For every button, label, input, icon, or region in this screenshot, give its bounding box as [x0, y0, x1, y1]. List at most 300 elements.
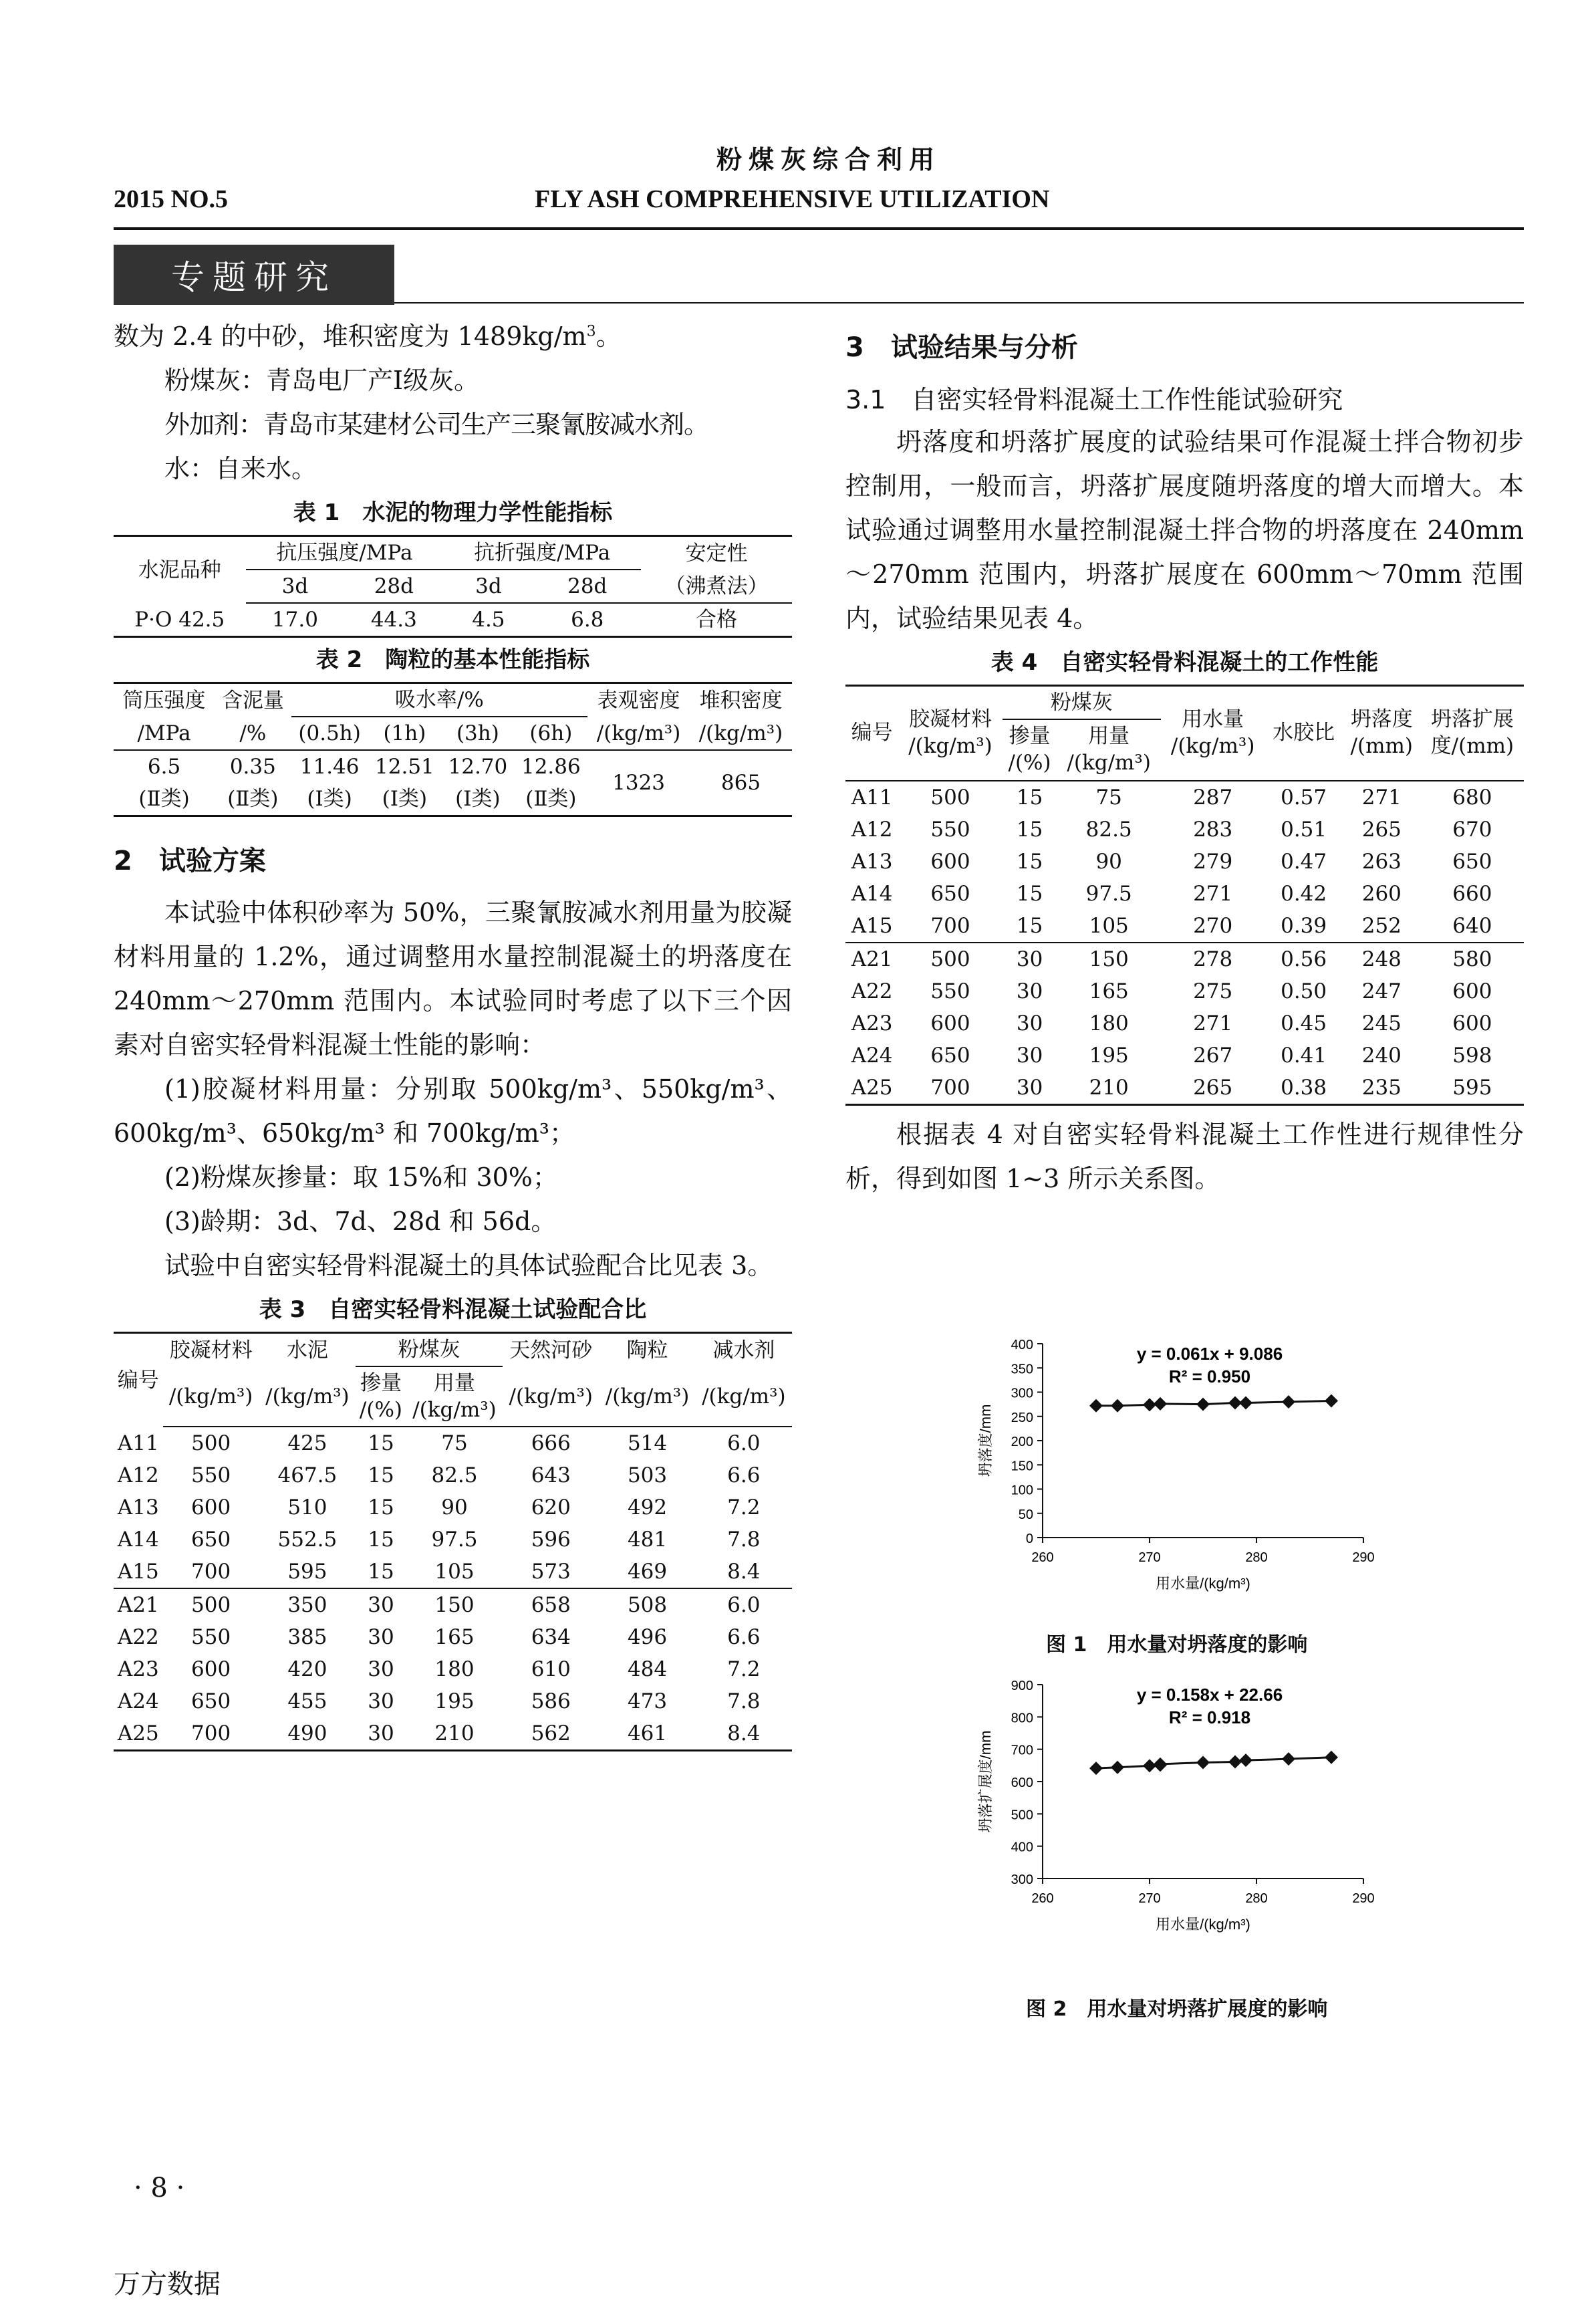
table-cell: (Ⅱ类)	[138, 787, 190, 811]
table-cell: 510	[287, 1495, 327, 1520]
table-cell: A13	[117, 1495, 159, 1520]
table-cell: A12	[851, 818, 893, 842]
th	[1421, 686, 1524, 779]
th-comp: 抗压强度/MPa	[246, 536, 444, 570]
table-cell: 283	[1193, 818, 1233, 842]
table-cell: 11.46	[299, 755, 360, 779]
table-row	[114, 750, 792, 783]
th-text: 坍落度	[1350, 707, 1413, 731]
table-cell: 595	[287, 1560, 327, 1584]
table-cell: 97.5	[1085, 882, 1132, 906]
table2	[114, 682, 792, 817]
table-cell: A22	[117, 1625, 159, 1649]
th: (1h)	[368, 717, 441, 750]
r-squared: R² = 0.918	[1168, 1707, 1251, 1727]
table-cell: 0.42	[1281, 882, 1327, 906]
section-tag: 专题研究	[114, 245, 394, 305]
paragraph: (2)粉煤灰掺量：取 15%和 30%；	[164, 1163, 558, 1192]
table-cell: 0.47	[1281, 850, 1327, 874]
figure-2-svg	[962, 1671, 1417, 1952]
table-cell: 700	[191, 1560, 231, 1584]
table-cell: 7.2	[727, 1495, 761, 1520]
table-cell: 550	[191, 1625, 231, 1649]
table-cell: 97.5	[431, 1528, 478, 1552]
table-row	[845, 975, 1524, 1007]
table-cell: 484	[627, 1657, 668, 1681]
table-cell: 700	[191, 1721, 231, 1745]
table-cell: 6.6	[727, 1463, 761, 1487]
th	[356, 1366, 406, 1427]
table-row	[114, 1459, 792, 1491]
th: /(kg/m³)	[259, 1366, 356, 1427]
th: 堆积密度	[699, 688, 783, 713]
data-point	[1228, 1755, 1242, 1769]
th-sound: 安定性	[685, 541, 748, 566]
table-cell: A14	[851, 882, 893, 906]
th: 含泥量	[221, 688, 284, 713]
table1-caption: 表 1 水泥的物理力学性能指标	[293, 499, 613, 526]
table-cell: 6.5	[147, 755, 181, 779]
x-tick-label: 270	[1138, 1891, 1161, 1906]
table-cell: 0.38	[1281, 1076, 1327, 1100]
table-cell: A15	[851, 914, 893, 938]
table-cell: 580	[1421, 943, 1524, 975]
table-cell: 248	[1343, 943, 1421, 975]
data-point	[1154, 1397, 1167, 1411]
table-row	[845, 943, 1524, 975]
table-cell: 271	[1193, 882, 1233, 906]
table-cell: 271	[1193, 1011, 1233, 1036]
table-cell: 600	[191, 1495, 231, 1520]
table-cell: 0.57	[1281, 785, 1327, 810]
th: 编号	[117, 1368, 159, 1392]
table-cell: A25	[117, 1721, 159, 1745]
y-tick-label: 700	[1011, 1743, 1033, 1758]
journal-title-en: FLY ASH COMPREHENSIVE UTILIZATION	[535, 185, 1050, 213]
table-cell: 650	[930, 1044, 970, 1068]
table-row	[114, 1491, 792, 1524]
table-cell: A21	[845, 943, 898, 975]
table-cell: 17.0	[271, 608, 318, 632]
table-row	[114, 1556, 792, 1588]
th-flex: 抗折强度/MPa	[443, 536, 641, 570]
table-cell: 235	[1361, 1076, 1402, 1100]
table-cell: 500	[163, 1588, 259, 1621]
table-cell: 643	[531, 1463, 571, 1487]
table-cell: 合格	[696, 608, 738, 632]
th: /(kg/m³)	[163, 1366, 259, 1427]
th: 陶粒	[626, 1338, 668, 1362]
table-cell: 8.4	[727, 1560, 761, 1584]
table-cell: 865	[720, 771, 761, 795]
table-cell: 650	[191, 1528, 231, 1552]
table-cell: 0.51	[1281, 818, 1327, 842]
table-cell: 30	[1016, 1011, 1043, 1036]
table3	[114, 1332, 792, 1751]
y-tick-label: 500	[1011, 1808, 1033, 1823]
table2-caption: 表 2 陶粒的基本性能指标	[315, 646, 590, 673]
table-cell: 12.86	[521, 755, 581, 779]
y-tick-label: 50	[1018, 1507, 1033, 1522]
data-point	[1325, 1395, 1338, 1408]
table-cell: 0.39	[1281, 914, 1327, 938]
data-point	[1154, 1758, 1167, 1771]
table-cell: 6.0	[696, 1588, 792, 1621]
paragraph: 粉煤灰：青岛电厂产Ⅰ级灰。	[164, 366, 480, 395]
footer-source: 万方数据	[114, 2269, 221, 2300]
table-cell: 600	[930, 850, 970, 874]
x-tick-label: 260	[1031, 1550, 1054, 1565]
table-cell: 275	[1193, 979, 1233, 1003]
table3-body	[114, 1427, 792, 1751]
table-cell: 500	[930, 785, 970, 810]
data-point	[1089, 1399, 1103, 1413]
section-3-title: 3 试验结果与分析	[845, 332, 1078, 363]
table-cell: 30	[368, 1657, 394, 1681]
table-cell: A22	[851, 979, 893, 1003]
table-row	[845, 910, 1524, 943]
table-cell: 90	[441, 1495, 468, 1520]
table-cell: 473	[627, 1689, 668, 1713]
th	[1003, 719, 1057, 779]
table-row	[114, 1717, 792, 1751]
table-cell: 620	[531, 1495, 571, 1520]
table-row	[114, 1685, 792, 1717]
paragraph: 试验中自密实轻骨料混凝土的具体试验配合比见表 3。	[164, 1251, 773, 1280]
th: 编号	[851, 721, 893, 745]
th	[1161, 686, 1265, 779]
table-cell: 240	[1361, 1044, 1402, 1068]
x-tick-label: 280	[1245, 1550, 1268, 1565]
figure-2-caption: 图 2 用水量对坍落扩展度的影响	[1026, 1997, 1328, 2021]
th: (3h)	[441, 717, 514, 750]
data-point	[1111, 1399, 1124, 1413]
table-cell: (Ⅰ类)	[307, 787, 352, 811]
th-unit: /(mm)	[1350, 734, 1414, 758]
x-tick-label: 290	[1352, 1550, 1375, 1565]
th-sound-method: （沸煮法）	[641, 570, 792, 603]
table-cell: 508	[599, 1588, 695, 1621]
table-cell: 562	[531, 1721, 571, 1745]
table-cell: 0.50	[1281, 979, 1327, 1003]
table-cell: 30	[356, 1588, 406, 1621]
r-squared: R² = 0.950	[1168, 1366, 1251, 1386]
table-cell: A24	[851, 1044, 893, 1068]
th: 胶凝材料	[169, 1338, 253, 1362]
data-point	[1196, 1398, 1210, 1411]
data-point	[1089, 1762, 1103, 1775]
table-cell: 165	[434, 1625, 475, 1649]
table-cell: 700	[930, 1076, 970, 1100]
table-row	[114, 603, 792, 637]
x-tick-label: 270	[1138, 1550, 1161, 1565]
table-cell: 600	[1452, 979, 1492, 1003]
trend-equation: y = 0.061x + 9.086	[1136, 1344, 1283, 1364]
y-tick-label: 900	[1011, 1679, 1033, 1693]
table-row	[114, 1621, 792, 1653]
table-cell: 195	[434, 1689, 475, 1713]
y-tick-label: 150	[1011, 1459, 1033, 1474]
th-text: 坍落扩展	[1430, 707, 1514, 731]
table-row	[845, 846, 1524, 878]
table-row	[845, 1040, 1524, 1072]
table-cell: 180	[1089, 1011, 1129, 1036]
table-cell: 15	[1016, 850, 1043, 874]
table-cell: 455	[287, 1689, 327, 1713]
figure-1-svg	[962, 1330, 1417, 1611]
paragraph: 外加剂：青岛市某建材公司生产三聚氰胺减水剂。	[164, 410, 709, 439]
table-cell: 30	[368, 1625, 394, 1649]
table-cell: (Ⅰ类)	[455, 787, 501, 811]
table1	[114, 535, 792, 638]
th: /(kg/m³)	[587, 717, 690, 750]
table-cell: A25	[851, 1076, 893, 1100]
y-axis-label: 坍落扩展度/mm	[977, 1730, 994, 1833]
th: /(kg/m³)	[696, 1366, 792, 1427]
table-row	[114, 1653, 792, 1685]
y-tick-label: 300	[1011, 1386, 1033, 1401]
table4-body	[845, 781, 1524, 1105]
header-rule	[114, 227, 1524, 230]
table-row	[114, 1588, 792, 1621]
table-cell: 680	[1452, 785, 1492, 810]
th-cement-type: 水泥品种	[138, 558, 221, 582]
table-cell: 496	[627, 1625, 668, 1649]
table-cell: 30	[368, 1721, 394, 1745]
th-text: 胶凝材料	[908, 707, 992, 731]
table-cell: (Ⅰ类)	[382, 787, 428, 811]
paragraph: (1)胶凝材料用量：分别取 500kg/m³、550kg/m³、600kg/m³、650kg/m³ 和 700kg/m³；	[114, 1074, 792, 1148]
table-cell: A23	[851, 1011, 893, 1036]
table-row	[845, 781, 1524, 814]
y-tick-label: 0	[1025, 1532, 1033, 1546]
table-cell: 0.41	[1281, 1044, 1327, 1068]
table-cell: 15	[1016, 818, 1043, 842]
th: /%	[215, 717, 291, 750]
table-cell: 596	[531, 1528, 571, 1552]
th-text: 用量	[1088, 724, 1130, 748]
table-cell: 15	[368, 1463, 394, 1487]
th-text: 掺量	[360, 1371, 402, 1395]
table-cell: 7.8	[727, 1528, 761, 1552]
table-row	[114, 1427, 792, 1459]
th: 表观密度	[597, 688, 680, 713]
table-cell: 75	[1095, 785, 1122, 810]
table-cell: 552.5	[277, 1528, 338, 1552]
x-tick-label: 280	[1245, 1891, 1268, 1906]
th-3d: 3d	[246, 570, 345, 603]
y-tick-label: 200	[1011, 1435, 1033, 1449]
table-cell: 15	[1016, 785, 1043, 810]
th-unit: /(kg/m³)	[1067, 751, 1151, 775]
table-cell: 420	[287, 1657, 327, 1681]
table-cell: 6.8	[571, 608, 604, 632]
x-tick-label: 260	[1031, 1891, 1054, 1906]
table-cell: 271	[1361, 785, 1402, 810]
table-cell: 700	[930, 914, 970, 938]
x-tick-label: 290	[1352, 1891, 1375, 1906]
table-cell: 270	[1193, 914, 1233, 938]
x-axis-label: 用水量/(kg/m³)	[1156, 1575, 1250, 1592]
table-cell: 610	[531, 1657, 571, 1681]
x-axis-label: 用水量/(kg/m³)	[1156, 1916, 1250, 1933]
paragraph: 水：自来水。	[164, 454, 317, 483]
table-cell: 550	[191, 1463, 231, 1487]
table-cell: 469	[627, 1560, 668, 1584]
th	[898, 686, 1002, 779]
table-cell: 550	[930, 818, 970, 842]
y-tick-label: 400	[1011, 1338, 1033, 1352]
table-cell: 75	[441, 1431, 468, 1455]
table-cell: 425	[287, 1431, 327, 1455]
section-2-title: 2 试验方案	[114, 846, 266, 876]
figure-1-chart	[962, 1330, 1417, 1611]
th-text: 掺量	[1009, 724, 1051, 748]
table-cell: 634	[531, 1625, 571, 1649]
data-point	[1196, 1755, 1210, 1769]
table4-caption: 表 4 自密实轻骨料混凝土的工作性能	[990, 649, 1379, 676]
table-cell: A23	[117, 1657, 159, 1681]
y-axis-label: 坍落度/mm	[977, 1404, 994, 1477]
paragraph: 根据表 4 对自密实轻骨料混凝土工作性进行规律性分析，得到如图 1~3 所示关系图。	[845, 1120, 1524, 1193]
th-text: 用水量	[1182, 707, 1244, 731]
figure-2-chart	[962, 1671, 1417, 1952]
th: /(kg/m³)	[503, 1366, 599, 1427]
table-cell: 252	[1361, 914, 1402, 938]
table-cell: 600	[191, 1657, 231, 1681]
table-cell: 490	[287, 1721, 327, 1745]
table-cell: 514	[627, 1431, 668, 1455]
table-cell: 600	[930, 1011, 970, 1036]
data-point	[1282, 1752, 1295, 1766]
table-cell: 492	[627, 1495, 668, 1520]
table-cell: 8.4	[727, 1721, 761, 1745]
table-cell: 260	[1361, 882, 1402, 906]
data-point	[1282, 1395, 1295, 1409]
y-tick-label: 350	[1011, 1362, 1033, 1377]
y-tick-label: 100	[1011, 1483, 1033, 1498]
th: 筒压强度	[122, 688, 206, 713]
table-cell: 503	[627, 1463, 668, 1487]
table-cell: A11	[851, 785, 893, 810]
table-cell: 6.0	[727, 1431, 761, 1455]
table-row	[114, 1524, 792, 1556]
data-point	[1143, 1398, 1156, 1411]
right-column	[845, 314, 1524, 1201]
data-point	[1111, 1761, 1124, 1774]
data-point	[1239, 1753, 1252, 1767]
th: 天然河砂	[509, 1338, 593, 1362]
table-cell: 30	[1016, 1044, 1043, 1068]
table-row	[845, 1007, 1524, 1040]
th: /(kg/m³)	[599, 1366, 695, 1427]
th-unit: 度/(mm)	[1430, 734, 1514, 758]
table-cell: 30	[1016, 1076, 1043, 1100]
table-cell: 15	[368, 1431, 394, 1455]
table-cell: 15	[368, 1560, 394, 1584]
table-cell: 165	[1089, 979, 1129, 1003]
th: (0.5h)	[291, 717, 368, 750]
left-column	[114, 314, 792, 1751]
table-cell: 670	[1452, 818, 1492, 842]
table-cell: 550	[930, 979, 970, 1003]
table-cell: 0.56	[1265, 943, 1342, 975]
table-cell: 105	[434, 1560, 475, 1584]
table-cell: 30	[368, 1689, 394, 1713]
table-cell: 150	[1057, 943, 1160, 975]
table-cell: 265	[1193, 1076, 1233, 1100]
table-cell: 600	[1452, 1011, 1492, 1036]
table-cell: A14	[117, 1528, 159, 1552]
year-issue: 2015 NO.5	[114, 185, 228, 213]
th-unit: /(%)	[359, 1398, 402, 1422]
table-cell: 30	[1003, 943, 1057, 975]
data-point	[1239, 1396, 1252, 1409]
y-tick-label: 300	[1011, 1872, 1033, 1887]
table-cell: 15	[1016, 882, 1043, 906]
series-line	[1096, 1758, 1331, 1768]
table-cell: 500	[898, 943, 1002, 975]
section-3-1-title: 3.1 自密实轻骨料混凝土工作性能试验研究	[845, 385, 1343, 414]
table-cell: 180	[434, 1657, 475, 1681]
table-cell: 12.70	[448, 755, 508, 779]
table-cell: A15	[117, 1560, 159, 1584]
table-cell: 4.5	[472, 608, 505, 632]
table-cell: 105	[1089, 914, 1129, 938]
trend-equation: y = 0.158x + 22.66	[1136, 1685, 1283, 1705]
table-cell: 0.45	[1281, 1011, 1327, 1036]
table-cell: A11	[117, 1431, 159, 1455]
table-cell: 0.35	[229, 755, 276, 779]
table-cell: 573	[531, 1560, 571, 1584]
y-tick-label: 400	[1011, 1840, 1033, 1855]
table-cell: 278	[1161, 943, 1265, 975]
table-cell: A24	[117, 1689, 159, 1713]
table-cell: 30	[1016, 979, 1043, 1003]
page-number: · 8 ·	[134, 2173, 185, 2203]
th-unit: /(kg/m³)	[908, 734, 992, 758]
table-cell: A21	[114, 1588, 163, 1621]
table-row	[845, 814, 1524, 846]
paragraph: 坍落度和坍落扩展度的试验结果可作混凝土拌合物初步控制用，一般而言，坍落扩展度随坍落度的增大而增大。本试验通过调整用水量控制混凝土拌合物的坍落度在 240mm～270mm 范围内，坍落扩展度在 600mm～70mm 范围内，试验结果见表 4。	[845, 427, 1524, 633]
th: 减水剂	[712, 1338, 775, 1362]
th	[1343, 686, 1421, 779]
table-cell: A12	[117, 1463, 159, 1487]
table-cell: 385	[287, 1625, 327, 1649]
table-cell: 1323	[612, 771, 666, 795]
table-cell: 500	[191, 1431, 231, 1455]
table-cell: 90	[1095, 850, 1122, 874]
paragraph: 本试验中体积砂率为 50%，三聚氰胺减水剂用量为胶凝材料用量的 1.2%，通过调整用水量控制混凝土的坍落度在 240mm～270mm 范围内。本试验同时考虑了以下三个因素对自密实轻骨料混凝土性能的影响：	[114, 898, 792, 1060]
table-row	[845, 878, 1524, 910]
th: (6h)	[515, 717, 587, 750]
table-cell: 82.5	[431, 1463, 478, 1487]
table-cell: 12.51	[375, 755, 434, 779]
th: 粉煤灰	[1003, 686, 1161, 720]
th: 粉煤灰	[356, 1333, 503, 1367]
table-cell: 265	[1361, 818, 1402, 842]
table-cell: 650	[930, 882, 970, 906]
th-unit: /(kg/m³)	[412, 1398, 497, 1422]
table-cell: 210	[1089, 1076, 1129, 1100]
paragraph: (3)龄期：3d、7d、28d 和 56d。	[164, 1207, 557, 1236]
paragraph: 数为 2.4 的中砂，堆积密度为 $1489kg/m^3$。	[114, 322, 622, 351]
table-cell: 287	[1193, 785, 1233, 810]
table-cell: 247	[1361, 979, 1402, 1003]
th: /(kg/m³)	[690, 717, 792, 750]
table-cell: P·O 42.5	[134, 607, 225, 632]
th: /MPa	[114, 717, 215, 750]
